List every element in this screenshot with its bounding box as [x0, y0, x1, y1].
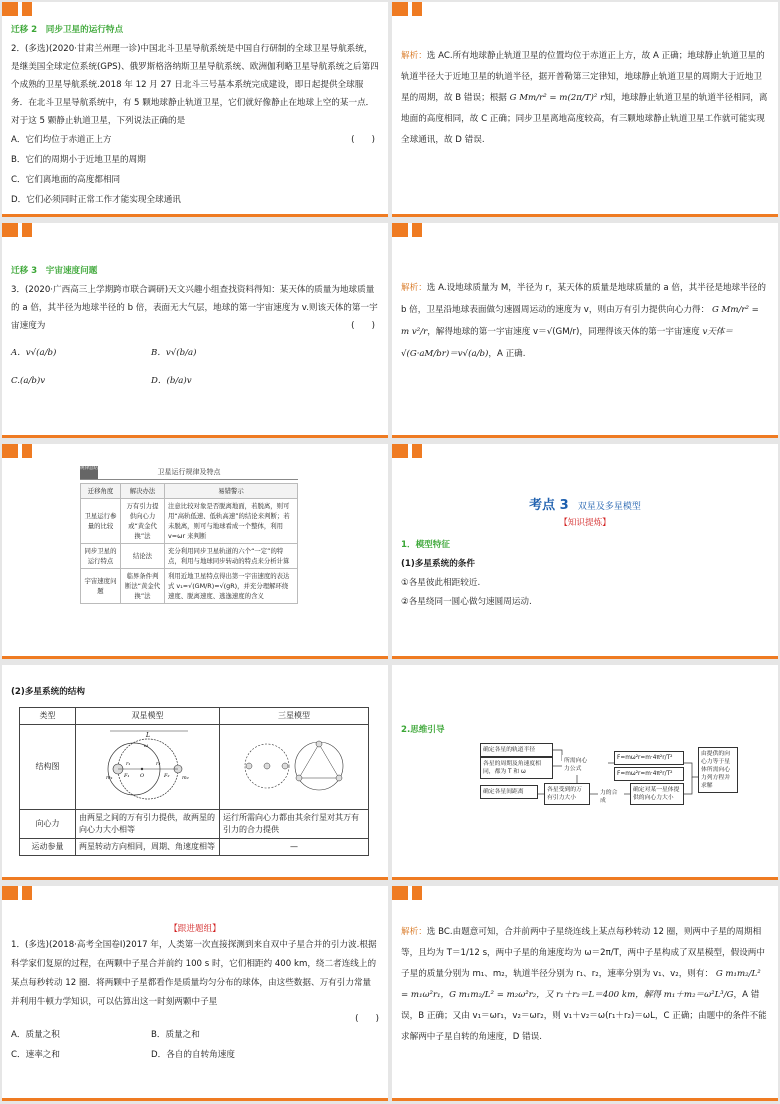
formula: v天体＝√(G·aM/br)＝v√(a/b) — [401, 327, 734, 359]
star — [296, 775, 302, 781]
table-row — [20, 725, 369, 810]
model-table — [19, 707, 369, 856]
list-item: ①各星彼此相距较近. — [401, 578, 481, 588]
star — [336, 775, 342, 781]
question-body: 3．(2020·广西高三上学期跨市联合调研)天文兴趣小组查找资料得知：某天体的质量为地球质量的 a 倍，其半径为地球半径的 b 倍，表面无大气层，地球的第一宇宙速度为 v.则该天体的第一宇宙速度为 — [11, 285, 378, 331]
topic-heading — [392, 494, 778, 513]
formula: G Mm/r² = m(2π/T)² r — [509, 93, 605, 103]
table-row — [81, 499, 298, 544]
analysis-text: ，解得地球的第一宇宙速度 v＝√(GM/r)，同理得该天体的第一宇宙速度 — [427, 327, 700, 337]
flow-box: 确定各星的轨道半径 — [480, 743, 553, 757]
slide-tab — [2, 886, 18, 900]
table-header-cell: 迁移角度 — [81, 484, 121, 499]
slide-bottom-bar — [2, 877, 388, 880]
slide-bottom-bar — [2, 214, 388, 217]
option-d: D．(b/a)v — [151, 376, 192, 386]
slide-tab — [2, 2, 18, 16]
option-b: B．v√(b/a) — [151, 348, 197, 358]
table-cell: 注意比较对象是否脱离地面，若脱离，则可用“高轨低速、低轨高速”的结论来判断；若未脱离，则可与地球看成一个整体，利用 v=ωr 来判断 — [165, 499, 298, 544]
table-row — [20, 810, 369, 839]
slide-bottom-bar — [2, 656, 388, 659]
table-header-cell: 类型 — [20, 708, 76, 725]
table-cell: 两星转动方向相同，周期、角速度相等 — [76, 839, 220, 856]
option-row — [11, 130, 379, 150]
table-header-cell: 解决办法 — [121, 484, 165, 499]
question-text: 1．(多选)(2018·高考全国卷Ⅰ)2017 年，人类第一次直接探测到来自双中子星合并的引力波.根据科学家们复原的过程，在两颗中子星合并前约 100 s 时，它们相距约 400 km，绕二者连线上的某点每秒转动 12 圈．将两颗中子星都看作是质量均匀分布的球体，由这些数据、万有引力常量并利用牛顿力学知识，可以估算出这一时刻两颗中子星 — [11, 940, 377, 1007]
slide-8 — [392, 665, 778, 880]
option-a: A．v√(a/b) — [11, 348, 57, 358]
option-a: A．它们均位于赤道正上方 — [11, 135, 112, 145]
triple-star-diagram — [239, 732, 349, 798]
table-cell: 万有引力提供向心力或“黄金代换”法 — [121, 499, 165, 544]
label-f1: F₁ — [123, 773, 129, 779]
slide-tab — [22, 223, 32, 237]
topic-number: 考点 3 — [529, 498, 569, 513]
option-row — [11, 371, 379, 399]
flow-label: 力的合成 — [598, 787, 624, 807]
slide-bottom-bar — [392, 656, 778, 659]
table-cell: — — [220, 839, 369, 856]
table-header-row — [81, 484, 298, 499]
connector — [553, 750, 562, 761]
table-cell: 充分利用同步卫星轨道的六个“一定”的特点，利用与地球同步转动的特点来分析计算 — [165, 544, 298, 569]
center-o — [140, 768, 142, 770]
slide-10 — [392, 886, 778, 1101]
answer-paren: ( ) — [351, 321, 375, 331]
table-row — [20, 839, 369, 856]
formula: G Mm/r² = m v²/r — [401, 305, 759, 337]
slide-tab — [412, 223, 422, 237]
summary-tag: 规律总结 — [80, 466, 98, 479]
subheading: 2.思维引导 — [401, 725, 445, 735]
slide-3 — [2, 223, 388, 438]
label-r1: r₁ — [125, 761, 130, 767]
summary-title: 卫星运行规律及特点 — [157, 468, 221, 476]
subheading: 1．模型特征 — [401, 540, 450, 550]
analysis-label: 解析： — [401, 51, 427, 61]
slide-bottom-bar — [392, 435, 778, 438]
slide-tab — [2, 223, 18, 237]
label-omega: ω — [143, 743, 148, 749]
analysis-text: 知，地球静止轨道卫星的轨道半径相同，离地面的高度相同，故 C 正确；同步卫星离地高度较高，有三颗地球静止轨道卫星工作就可能实现全球通讯，故 D 错误. — [401, 93, 768, 145]
star — [264, 763, 270, 769]
label-o: O — [139, 773, 144, 779]
option-row — [11, 1026, 379, 1046]
label-m2: m₂ — [181, 775, 189, 781]
topic-title: 双星及多星模型 — [577, 502, 641, 512]
analysis-text: ，A 正确. — [488, 349, 526, 359]
table-cell: 向心力 — [20, 810, 76, 839]
slide-tab — [22, 886, 32, 900]
analysis-text: 选 A.设地球质量为 M，半径为 r，某天体的质量是地球质量的 a 倍，其半径是地球半径的 b 倍，卫星沿地球表面做匀速圆周运动的速度为 v，则由万有引力提供向心力得： — [401, 283, 766, 315]
table-cell: 临界条件判断法“黄金代换”法 — [121, 569, 165, 604]
analysis-label: 解析： — [401, 927, 427, 937]
triple-star-figure-cell — [220, 725, 369, 810]
slide-tab — [392, 444, 408, 458]
slide-tab — [392, 886, 408, 900]
table-cell: 结构图 — [20, 725, 76, 810]
subheading: (1)多星系统的条件 — [401, 559, 475, 569]
slide-tab — [412, 2, 422, 16]
orbit-triangle — [295, 742, 343, 790]
slide-7 — [2, 665, 388, 880]
option-b: B．它们的周期小于近地卫星的周期 — [11, 155, 146, 165]
table-header-cell: 双星模型 — [76, 708, 220, 725]
option-d: D．它们必须同时正常工作才能实现全球通讯 — [11, 195, 181, 205]
table-row — [81, 569, 298, 604]
flow-box: 各星的周期及角速度相同，都为 T 和 ω — [480, 757, 553, 779]
question-text: 2．(多选)(2020·甘肃兰州理一诊)中国北斗卫星导航系统是中国自行研制的全球卫星导航系统，是继美国全球定位系统(GPS)、俄罗斯格洛纳斯卫星导航系统、欧洲伽利略卫星导航系统之后第四个成熟的卫星导航系统.2018 年 12 月 27 日北斗三号基本系统完成建设，即日起提供全球服务．在北斗卫星导航系统中，有 5 颗地球静止轨道卫星，它们就好像静止在地球上空的某一点．对于这 5 颗静止轨道卫星，下列说法正确的是 — [11, 44, 379, 126]
slide-bottom-bar — [392, 214, 778, 217]
label-m1: m₁ — [105, 775, 113, 781]
slide-1 — [2, 2, 388, 217]
summary-card — [80, 466, 298, 604]
star — [246, 763, 252, 769]
slide-tab — [392, 223, 408, 237]
summary-table — [80, 483, 298, 604]
slide-tab — [2, 444, 18, 458]
slide-bottom-bar — [392, 877, 778, 880]
slide-tab — [412, 886, 422, 900]
option-d: D．各自的自转角速度 — [151, 1050, 235, 1060]
slide-bottom-bar — [2, 1098, 388, 1101]
flow-box: 由提供的向心力等于星体所需向心力列方程并求解 — [698, 747, 738, 793]
table-cell: 卫星运行参量的比较 — [81, 499, 121, 544]
analysis-text: 选 AC.所有地球静止轨道卫星的位置均位于赤道正上方，故 A 正确；地球静止轨道卫星的轨道半径大于近地卫星的轨道半径，据开普勒第三定律知，地球静止轨道卫星的周期大于近地卫星的周期，故 B 错误；根据 — [401, 51, 765, 103]
section-tag: 【跟进题组】 — [169, 924, 221, 934]
table-header-cell: 易错警示 — [165, 484, 298, 499]
label-f2: F₂ — [163, 773, 169, 779]
slide-tab — [22, 444, 32, 458]
table-header-cell: 三星模型 — [220, 708, 369, 725]
flow-formula: F=mω²r=m·4π²r/T² — [614, 767, 684, 781]
label-r2: r₂ — [155, 761, 160, 767]
section-tag: 【知识提炼】 — [559, 518, 611, 528]
question-text — [11, 281, 379, 335]
formula: G m₁m₂/L² = m₁ω²r₁，G m₁m₂/L² = m₂ω²r₂，又 r₁＋r₂＝L＝400 km，解得 m₁＋m₂＝ω²L³/G — [401, 969, 761, 1000]
table-cell: 同步卫星的运行特点 — [81, 544, 121, 569]
table-header-row — [20, 708, 369, 725]
analysis-text: ，A 错误，B 正确；又由 v₁＝ωr₁，v₂＝ωr₂，则 v₁＋v₂＝ω(r₁＋r₂)＝ωL，C 正确；由题中的条件不能求解两中子星自转的角速度，D 错误. — [401, 990, 767, 1042]
section-heading: 迁移 3 宇宙速度问题 — [11, 266, 98, 276]
triangle — [299, 744, 339, 778]
table-cell: 结论法 — [121, 544, 165, 569]
double-star-diagram — [98, 727, 198, 803]
double-star-figure-cell — [76, 725, 220, 810]
flow-formula: F=mω²r=m·4π²r/T² — [614, 751, 684, 765]
slide-bottom-bar — [392, 1098, 778, 1101]
table-cell: 运行所需向心力都由其余行星对其万有引力的合力提供 — [220, 810, 369, 839]
slide-tab — [22, 2, 32, 16]
slide-4 — [392, 223, 778, 438]
slide-6 — [392, 444, 778, 659]
slide-tab — [392, 2, 408, 16]
label-L: L — [145, 732, 150, 739]
table-cell: 宇宙速度问题 — [81, 569, 121, 604]
slide-tab — [412, 444, 422, 458]
star — [316, 741, 322, 747]
table-cell: 运动参量 — [20, 839, 76, 856]
section-heading: 迁移 2 同步卫星的运行特点 — [11, 25, 124, 35]
slide-bottom-bar — [2, 435, 388, 438]
slide-9 — [2, 886, 388, 1101]
slide-2 — [392, 2, 778, 217]
connector — [684, 763, 698, 777]
answer-paren: ( ) — [351, 135, 375, 145]
option-c: C．它们离地面的高度都相同 — [11, 175, 121, 185]
flow-box: 各星受到的万有引力大小 — [544, 783, 590, 805]
option-b: B．质量之和 — [151, 1030, 200, 1040]
slide-5 — [2, 444, 388, 659]
table-cell: 利用近地卫星特点得出第一宇宙速度的表达式 v₁=√(GM/R)=√(gR)，并充分理解环绕速度、脱离速度、逃逸速度的含义 — [165, 569, 298, 604]
analysis-text: 选 BC.由题意可知，合并前两中子星绕连线上某点每秒转动 12 圈，则两中子星的周期相等，且均为 T＝1/12 s，两中子星的角速度均为 ω＝2π/T，两中子星构成了双星模型，假设两中子星的质量分别为 m₁、m₂，轨道半径分别为 r₁、r₂，速率分别为 v₁、v₂，则有： — [401, 927, 765, 979]
flow-label: 所需向心力公式 — [562, 755, 590, 775]
option-a: A．质量之积 — [11, 1030, 60, 1040]
option-c: C.(a/b)v — [11, 376, 46, 386]
summary-header — [80, 466, 298, 480]
flow-box: 确定各星间距离 — [480, 785, 538, 799]
option-row — [11, 343, 379, 371]
star — [282, 763, 288, 769]
connector — [684, 777, 692, 794]
analysis-label: 解析： — [401, 283, 427, 293]
list-item: ②各星绕同一圆心做匀速圆周运动. — [401, 597, 532, 607]
answer-paren: ( ) — [355, 1014, 379, 1024]
table-row — [81, 544, 298, 569]
subheading: (2)多星系统的结构 — [11, 687, 85, 697]
flow-box: 确定对某一星体提供的向心力大小 — [630, 783, 684, 805]
table-cell: 由两星之间的万有引力提供，故两星的向心力大小相等 — [76, 810, 220, 839]
option-c: C．速率之和 — [11, 1050, 60, 1060]
option-row — [11, 1046, 379, 1066]
